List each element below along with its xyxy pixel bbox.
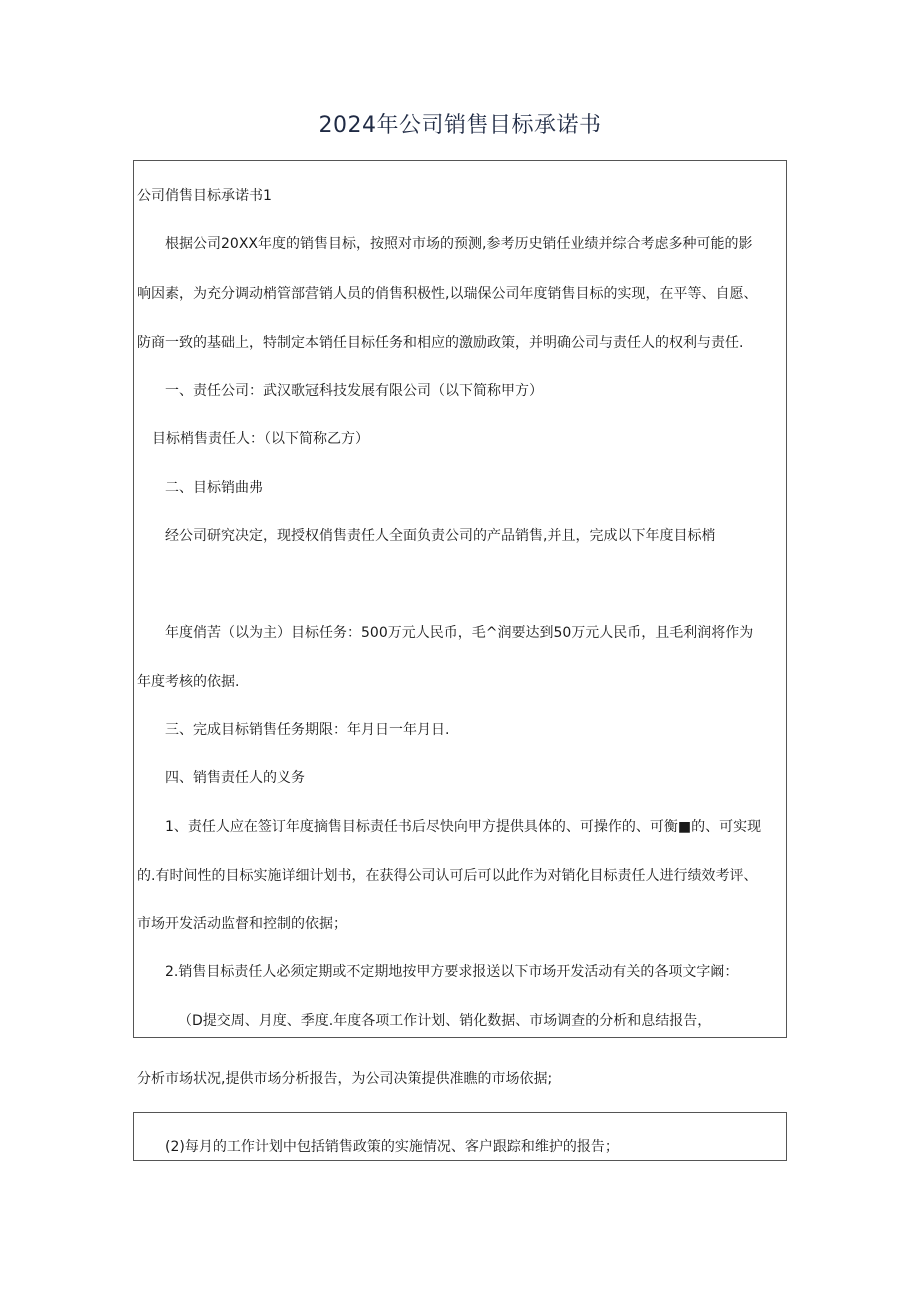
paragraph-line: 目标梢售责任人：（以下简称乙方） [152, 431, 369, 447]
paragraph-line: 防商一致的基础上，特制定本销任目标任务和相应的激励政策，并明确公司与责任人的权利与责任. [137, 335, 744, 351]
paragraph-line: 年度俏苦（以为主）目标任务：500万元人民币，毛^润要达到50万元人民币，且毛利润将作为 [165, 625, 754, 641]
paragraph-line: （D提交周、月度、季度.年度各项工作计划、销化数据、市场调查的分析和息结报告， [178, 1013, 712, 1029]
paragraph-line: 2.销售目标责任人必须定期或不定期地按甲方要求报送以下市场开发活动有关的各项文字阚： [165, 964, 739, 980]
paragraph-line: 响因素，为充分调动梢管部营销人员的俏售积极性,以瑞保公司年度销售目标的实现，在平等、自愿、 [137, 286, 758, 302]
paragraph-line: 四、销售责任人的义务 [165, 770, 305, 786]
paragraph-line: 根据公司20XX年度的销售目标，按照对市场的预测,参考历史销任业绩并综合考虑多种可能的影 [165, 236, 753, 252]
document-title: 2024年公司销售目标承诺书 [318, 113, 602, 138]
paragraph-line: 经公司研究决定，现授权俏售责任人全面负责公司的产品销售,并且，完成以下年度目标梢 [165, 528, 716, 544]
paragraph-line: (2)每月的工作计划中包括销售政策的实施情况、客户跟踪和维护的报告； [165, 1139, 619, 1155]
paragraph-line: 年度考核的依据. [137, 674, 240, 690]
paragraph-line: 三、完成目标销售任务期限：年月日一年月日. [165, 722, 450, 738]
section-heading: 公司俏售目标承诺书1 [137, 188, 272, 204]
paragraph-line: 分析市场状况,提供市场分析报告，为公司决策提供准瞧的市场依据; [137, 1071, 553, 1087]
paragraph-line: 1、责任人应在签订年度摘售目标责任书后尽快向甲方提供具体的、可操作的、可衡■的、可实现 [165, 819, 762, 835]
paragraph-line: 二、目标销曲弗 [165, 480, 263, 496]
paragraph-line: 的.有时间性的目标实施详细计划书，在获得公司认可后可以此作为对销化目标责任人进行绩效考评、 [137, 868, 758, 884]
paragraph-line: 一、责任公司：武汉歌冠科技发展有限公司（以下简称甲方） [165, 383, 543, 399]
paragraph-line: 市场开发活动监督和控制的依据； [137, 916, 347, 932]
